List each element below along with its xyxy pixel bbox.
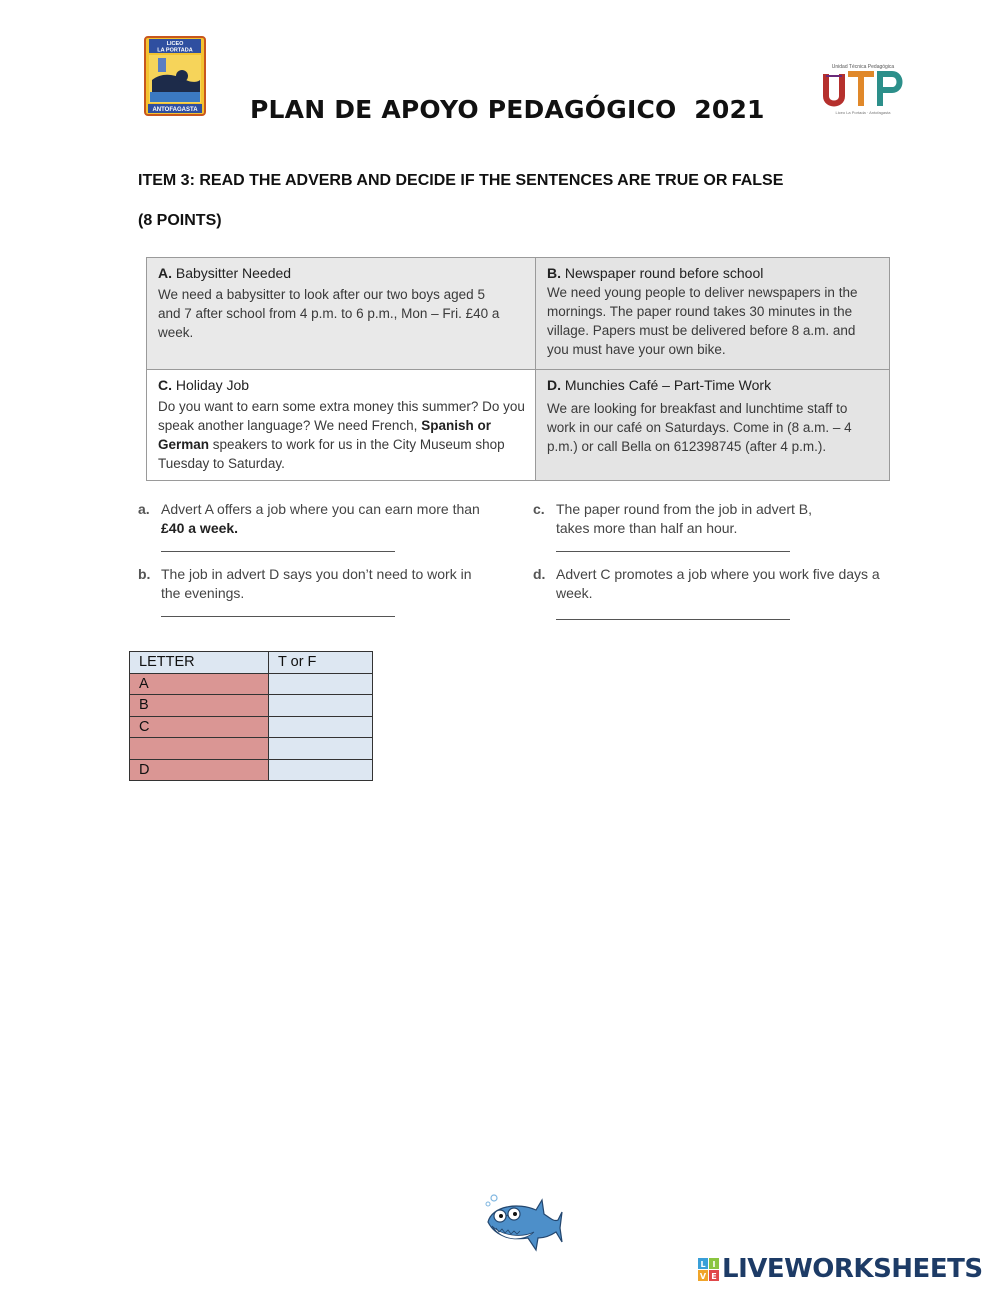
question-a — [138, 500, 498, 560]
answer-table — [129, 651, 373, 781]
question-d-text: Advert C promotes a job where you work five days a week. — [556, 566, 880, 601]
row-letter: B — [130, 695, 269, 717]
table-row — [130, 673, 373, 695]
question-a-text: Advert A offers a job where you can earn more than — [161, 501, 480, 517]
advert-c-letter: C. — [158, 377, 172, 393]
answer-cell[interactable] — [269, 695, 373, 717]
advert-b — [536, 258, 889, 370]
advert-c-bold-german: German — [158, 437, 210, 452]
table-row — [130, 759, 373, 781]
question-c-letter: c. — [533, 501, 545, 517]
utp-logo-caption: Unidad Técnica Pedagógica — [831, 64, 895, 70]
liveworksheets-brand — [698, 1256, 994, 1284]
table-row — [130, 716, 373, 738]
answer-line-b[interactable] — [161, 616, 395, 617]
points-label: (8 POINTS) — [138, 212, 222, 229]
row-letter: A — [130, 673, 269, 695]
liveworksheets-logo-icon — [698, 1258, 720, 1282]
svg-text:L: L — [700, 1260, 706, 1269]
page-title: PLAN DE APOYO PEDAGÓGICO 2021 — [250, 95, 765, 124]
school-logo-line1: LICEO — [166, 41, 184, 47]
advert-a-letter: A. — [158, 265, 172, 281]
advert-a — [147, 258, 536, 370]
answer-cell[interactable] — [269, 673, 373, 695]
svg-text:V: V — [699, 1272, 707, 1281]
column-header-t-or-f: T or F — [269, 652, 373, 674]
liveworksheets-wordmark: LIVEWORKSHEETS — [722, 1254, 983, 1284]
utp-logo-mark — [822, 70, 904, 110]
svg-text:I: I — [712, 1260, 716, 1269]
row-letter — [130, 738, 269, 760]
instruction-line: ITEM 3: READ THE ADVERB AND DECIDE IF THE SENTENCES ARE TRUE OR FALSE — [138, 172, 784, 189]
answer-cell[interactable] — [269, 716, 373, 738]
row-letter: D — [130, 759, 269, 781]
question-c — [533, 500, 893, 560]
advert-c-bold-spanish: Spanish — [421, 418, 474, 433]
advert-c — [147, 370, 536, 480]
advert-d-letter: D. — [547, 377, 561, 393]
answer-cell[interactable] — [269, 738, 373, 760]
advert-d — [536, 370, 889, 480]
row-letter: C — [130, 716, 269, 738]
advert-a-title: Babysitter Needed — [175, 265, 292, 281]
adverts-table — [146, 257, 890, 481]
answer-line-a[interactable] — [161, 551, 395, 552]
advert-c-title: Holiday Job — [175, 377, 250, 393]
advert-d-body: We are looking for breakfast and lunchtime staff to work in our café on Saturdays. Come in (8 a.m. – 4 p.m.) or call Bella on 612398745 (after 4 p.m.). — [547, 401, 852, 454]
answer-line-c[interactable] — [556, 551, 790, 552]
utp-logo — [822, 64, 904, 116]
table-row — [130, 738, 373, 760]
question-b — [138, 565, 498, 625]
question-b-text: The job in advert D says you don’t need to work in the evenings. — [161, 566, 472, 601]
school-logo — [144, 36, 206, 116]
question-d-letter: d. — [533, 566, 546, 582]
school-logo-line2: LA PORTADA — [157, 47, 193, 54]
svg-text:E: E — [711, 1272, 717, 1281]
advert-c-body: Do you want to earn some extra money this summer? Do you speak another language? We need French, Spanish or German speakers to work for us in the City Museum shop Tuesday to Saturday. — [158, 399, 525, 471]
answer-line-d[interactable] — [556, 619, 790, 620]
question-d — [533, 565, 893, 625]
question-b-letter: b. — [138, 566, 151, 582]
shark-mascot-icon — [478, 1192, 564, 1258]
utp-logo-sub: Liceo La Portada · Antofagasta — [835, 110, 891, 115]
advert-a-body: We need a babysitter to look after our two boys aged 5 and 7 after school from 4 p.m. to 6 p.m., Mon – Fri. £40 a week. — [158, 287, 500, 340]
advert-b-title: Newspaper round before school — [564, 265, 764, 281]
question-a-bold: £40 a week. — [161, 520, 239, 536]
school-logo-line3: ANTOFAGASTA — [152, 107, 198, 113]
advert-d-title: Munchies Café – Part-Time Work — [564, 377, 772, 393]
question-c-text: The paper round from the job in advert B, takes more than half an hour. — [556, 501, 813, 536]
table-row — [130, 695, 373, 717]
advert-b-letter: B. — [547, 265, 561, 281]
answer-cell[interactable] — [269, 759, 373, 781]
advert-b-body: We need young people to deliver newspapers in the mornings. The paper round takes 30 minutes in the village. Papers must be delivered before 8 a.m. and you must have your own bike. — [547, 285, 858, 357]
question-a-letter: a. — [138, 501, 150, 517]
column-header-letter: LETTER — [130, 652, 269, 674]
answer-table-header — [130, 652, 373, 674]
